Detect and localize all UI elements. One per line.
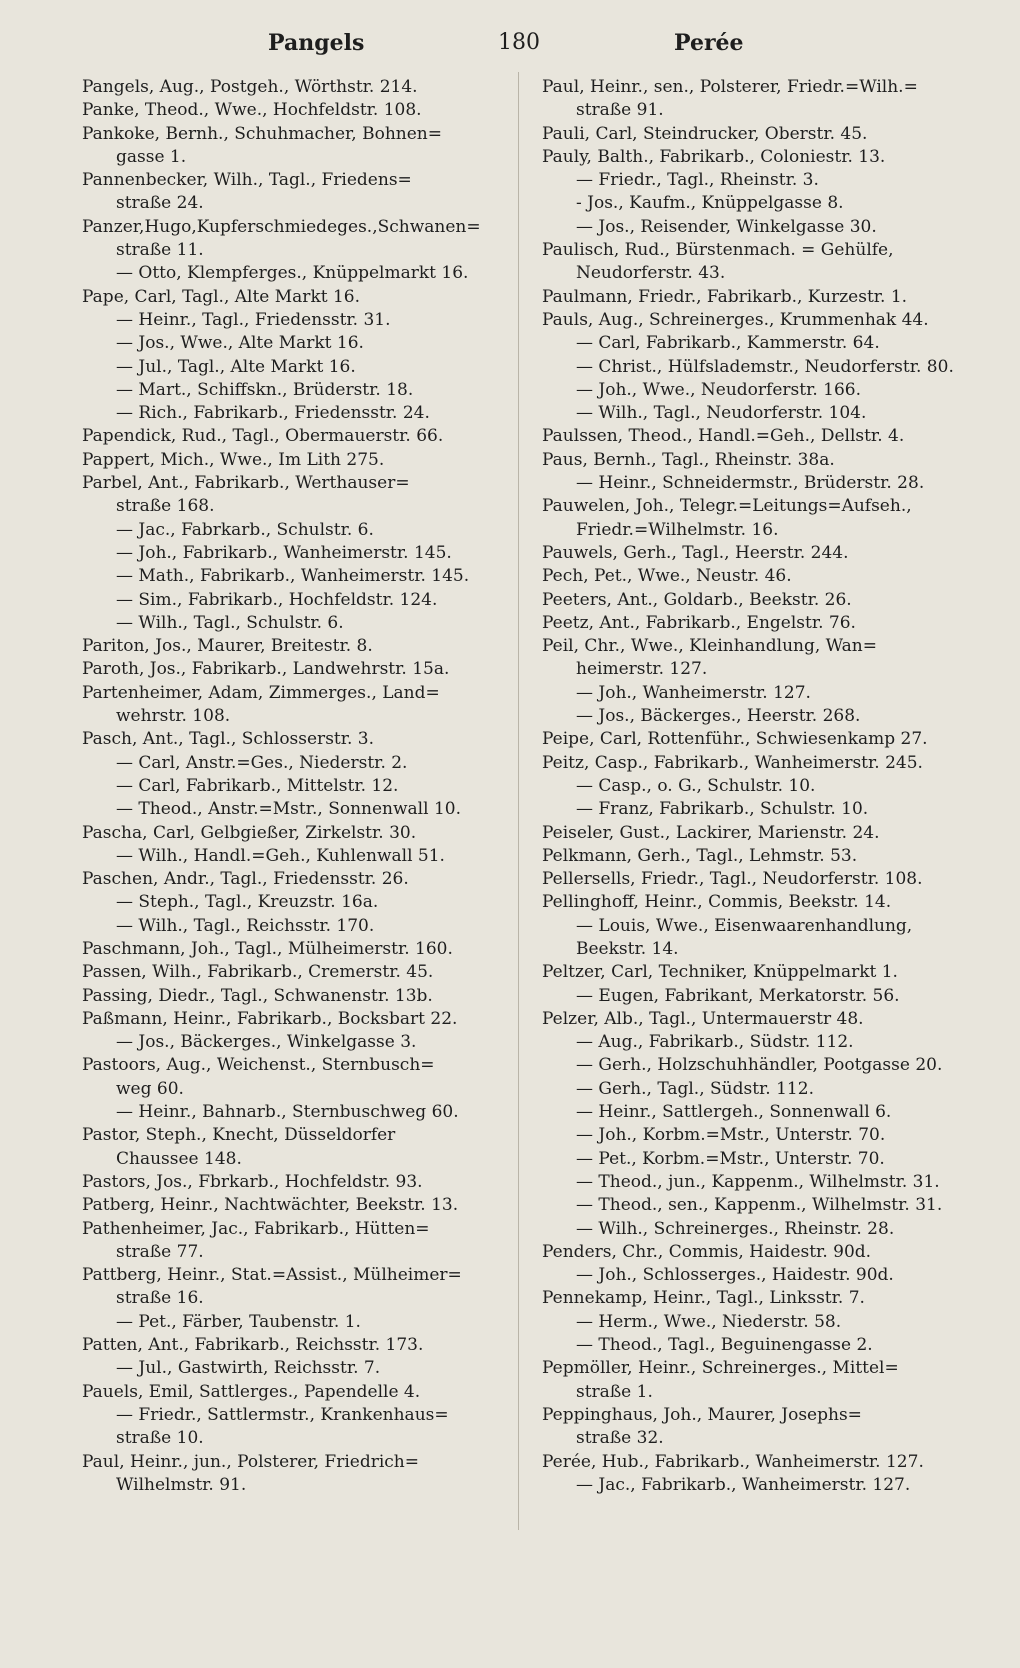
directory-entry-line: — Theod., sen., Kappenm., Wilhelmstr. 31. xyxy=(576,1195,943,1216)
directory-entry-line: Paschmann, Joh., Tagl., Mülheimerstr. 160. xyxy=(82,938,453,959)
directory-entry-line: Paßmann, Heinr., Fabrikarb., Bocksbart 22. xyxy=(82,1008,458,1029)
directory-entry-line: Partenheimer, Adam, Zimmerges., Land= xyxy=(82,682,440,703)
directory-entry-line: weg 60. xyxy=(116,1078,184,1099)
directory-entry-line: — Math., Fabrikarb., Wanheimerstr. 145. xyxy=(116,566,470,587)
left-column xyxy=(82,76,510,1497)
directory-entry-line: — Aug., Fabrikarb., Südstr. 112. xyxy=(576,1032,854,1053)
directory-entry-line: — Jos., Reisender, Winkelgasse 30. xyxy=(576,216,877,237)
directory-entry-line: Pellersells, Friedr., Tagl., Neudorferstr. 108. xyxy=(542,869,923,890)
page-header xyxy=(0,30,1020,64)
directory-entry-line: Pauwelen, Joh., Telegr.=Leitungs=Aufseh., xyxy=(542,496,912,517)
directory-entry-line: — Sim., Fabrikarb., Hochfeldstr. 124. xyxy=(116,589,438,610)
directory-entry-line: straße 11. xyxy=(116,240,204,261)
directory-entry-line: — Heinr., Schneidermstr., Brüderstr. 28. xyxy=(576,473,925,494)
directory-entry-line: — Franz, Fabrikarb., Schulstr. 10. xyxy=(576,799,869,820)
directory-entry-line: straße 10. xyxy=(116,1428,204,1449)
directory-entry-line: Friedr.=Wilhelmstr. 16. xyxy=(576,519,779,540)
directory-entry-line: — Carl, Fabrikarb., Kammerstr. 64. xyxy=(576,333,880,354)
directory-entry-line: Pellinghoff, Heinr., Commis, Beekstr. 14. xyxy=(542,892,892,913)
directory-entry-line: wehrstr. 108. xyxy=(116,706,231,727)
directory-entry-line: Pattberg, Heinr., Stat.=Assist., Mülheimer= xyxy=(82,1265,462,1286)
directory-entry-line: Peipe, Carl, Rottenführ., Schwiesenkamp 27. xyxy=(542,729,928,750)
directory-entry-line: Paus, Bernh., Tagl., Rheinstr. 38a. xyxy=(542,449,835,470)
directory-entry-line: — Jac., Fabrkarb., Schulstr. 6. xyxy=(116,519,374,540)
directory-entry-line: — Joh., Schlosserges., Haidestr. 90d. xyxy=(576,1265,894,1286)
directory-entry-line: Pelzer, Alb., Tagl., Untermauerstr 48. xyxy=(542,1008,864,1029)
header-right-keyword: Perée xyxy=(674,30,744,56)
column-divider xyxy=(518,72,519,1530)
directory-entry-line: Pauwels, Gerh., Tagl., Heerstr. 244. xyxy=(542,542,849,563)
directory-entry-line: Pastoors, Aug., Weichenst., Sternbusch= xyxy=(82,1055,435,1076)
directory-entry-line: Pepmöller, Heinr., Schreinerges., Mittel= xyxy=(542,1358,899,1379)
directory-entry-line: — Joh., Wwe., Neudorferstr. 166. xyxy=(576,379,861,400)
directory-entry-line: Paulisch, Rud., Bürstenmach. = Gehülfe, xyxy=(542,240,894,261)
directory-entry-line: — Herm., Wwe., Niederstr. 58. xyxy=(576,1311,842,1332)
directory-entry-line: Pauls, Aug., Schreinerges., Krummenhak 44. xyxy=(542,309,929,330)
directory-entry-line: Passing, Diedr., Tagl., Schwanenstr. 13b. xyxy=(82,985,433,1006)
directory-entry-line: Paul, Heinr., jun., Polsterer, Friedrich= xyxy=(82,1451,419,1472)
directory-entry-line: Chaussee 148. xyxy=(116,1148,242,1169)
directory-entry-line: Pangels, Aug., Postgeh., Wörthstr. 214. xyxy=(82,77,418,97)
directory-entry-line: straße 77. xyxy=(116,1241,204,1262)
directory-entry-line: Panzer,Hugo,Kupferschmiedeges.,Schwanen= xyxy=(82,216,481,237)
directory-entry-line: — Casp., o. G., Schulstr. 10. xyxy=(576,775,816,796)
directory-entry-line: Peitz, Casp., Fabrikarb., Wanheimerstr. 245. xyxy=(542,752,923,773)
right-column xyxy=(542,76,974,1497)
directory-entry-line: — Gerh., Tagl., Südstr. 112. xyxy=(576,1078,814,1099)
directory-entry-line: Peetz, Ant., Fabrikarb., Engelstr. 76. xyxy=(542,612,856,633)
directory-entry-line: Peiseler, Gust., Lackirer, Marienstr. 24. xyxy=(542,822,880,843)
directory-entry-line: — Eugen, Fabrikant, Merkatorstr. 56. xyxy=(576,985,900,1006)
directory-entry-line: — Rich., Fabrikarb., Friedensstr. 24. xyxy=(116,403,430,424)
directory-entry-line: — Theod., Tagl., Beguinengasse 2. xyxy=(576,1335,873,1356)
directory-entry-line: — Heinr., Sattlergeh., Sonnenwall 6. xyxy=(576,1102,892,1123)
directory-entry-line: — Heinr., Tagl., Friedensstr. 31. xyxy=(116,309,391,330)
directory-entry-line: Panke, Theod., Wwe., Hochfeldstr. 108. xyxy=(82,100,422,121)
directory-entry-line: — Joh., Wanheimerstr. 127. xyxy=(576,682,811,703)
directory-entry-line: straße 24. xyxy=(116,193,204,214)
directory-entry-line: Pape, Carl, Tagl., Alte Markt 16. xyxy=(82,286,361,307)
directory-entry-line: Patten, Ant., Fabrikarb., Reichsstr. 173. xyxy=(82,1335,424,1356)
directory-entry-line: Paulssen, Theod., Handl.=Geh., Dellstr. 4. xyxy=(542,426,905,447)
directory-entry-line: — Heinr., Bahnarb., Sternbuschweg 60. xyxy=(116,1102,459,1123)
directory-entry-line: Pariton, Jos., Maurer, Breitestr. 8. xyxy=(82,636,373,657)
directory-entry-line: — Wilh., Tagl., Schulstr. 6. xyxy=(116,612,344,633)
directory-entry-line: — Jul., Gastwirth, Reichsstr. 7. xyxy=(116,1358,381,1379)
directory-entry-line: Perée, Hub., Fabrikarb., Wanheimerstr. 127. xyxy=(542,1451,924,1472)
directory-entry-line: — Pet., Färber, Taubenstr. 1. xyxy=(116,1311,361,1332)
directory-entry-line: Pankoke, Bernh., Schuhmacher, Bohnen= xyxy=(82,123,442,144)
directory-entry-line: Penders, Chr., Commis, Haidestr. 90d. xyxy=(542,1241,872,1262)
directory-entry-line: straße 91. xyxy=(576,100,664,121)
directory-entry-line: — Wilh., Tagl., Neudorferstr. 104. xyxy=(576,403,867,424)
directory-entry-line: — Wilh., Schreinerges., Rheinstr. 28. xyxy=(576,1218,895,1239)
directory-entry-line: — Joh., Korbm.=Mstr., Unterstr. 70. xyxy=(576,1125,886,1146)
directory-entry-line: — Christ., Hülfslademstr., Neudorferstr. 80. xyxy=(576,356,954,377)
directory-entry-line: — Jos., Bäckerges., Heerstr. 268. xyxy=(576,706,861,727)
directory-entry-line: — Otto, Klempferges., Knüppelmarkt 16. xyxy=(116,263,469,284)
directory-entry-line: Paul, Heinr., sen., Polsterer, Friedr.=Wilh.= xyxy=(542,77,918,97)
directory-entry-line: — Theod., jun., Kappenm., Wilhelmstr. 31. xyxy=(576,1171,940,1192)
directory-entry-line: Pauels, Emil, Sattlerges., Papendelle 4. xyxy=(82,1381,421,1402)
directory-entry-line: — Mart., Schiffskn., Brüderstr. 18. xyxy=(116,379,414,400)
directory-entry-line: — Jul., Tagl., Alte Markt 16. xyxy=(116,356,356,377)
directory-entry-line: Pauli, Carl, Steindrucker, Oberstr. 45. xyxy=(542,123,868,144)
directory-entry-line: Parbel, Ant., Fabrikarb., Werthauser= xyxy=(82,473,410,494)
directory-entry-line: straße 168. xyxy=(116,496,215,517)
directory-entry-line: — Pet., Korbm.=Mstr., Unterstr. 70. xyxy=(576,1148,885,1169)
directory-entry-line: — Jos., Wwe., Alte Markt 16. xyxy=(116,333,364,354)
directory-entry-line: heimerstr. 127. xyxy=(576,659,708,680)
directory-entry-line: Pathenheimer, Jac., Fabrikarb., Hütten= xyxy=(82,1218,430,1239)
directory-entry-line: Beekstr. 14. xyxy=(576,938,679,959)
directory-entry-line: — Joh., Fabrikarb., Wanheimerstr. 145. xyxy=(116,542,452,563)
directory-entry-line: Paroth, Jos., Fabrikarb., Landwehrstr. 15a. xyxy=(82,659,450,680)
directory-entry-line: Peppinghaus, Joh., Maurer, Josephs= xyxy=(542,1404,862,1425)
directory-entry-line: — Friedr., Tagl., Rheinstr. 3. xyxy=(576,170,819,191)
directory-entry-line: — Jac., Fabrikarb., Wanheimerstr. 127. xyxy=(576,1474,911,1495)
directory-entry-line: Pascha, Carl, Gelbgießer, Zirkelstr. 30. xyxy=(82,822,417,843)
directory-entry-line: Pelkmann, Gerh., Tagl., Lehmstr. 53. xyxy=(542,845,858,866)
directory-entry-line: Paulmann, Friedr., Fabrikarb., Kurzestr. 1. xyxy=(542,286,908,307)
directory-entry-line: Pauly, Balth., Fabrikarb., Coloniestr. 13. xyxy=(542,146,886,167)
directory-entry-line: - Jos., Kaufm., Knüppelgasse 8. xyxy=(576,193,844,214)
directory-entry-line: Peltzer, Carl, Techniker, Knüppelmarkt 1. xyxy=(542,962,898,983)
directory-entry-line: straße 32. xyxy=(576,1428,664,1449)
directory-entry-line: Peil, Chr., Wwe., Kleinhandlung, Wan= xyxy=(542,636,877,657)
directory-entry-line: Pech, Pet., Wwe., Neustr. 46. xyxy=(542,566,792,587)
directory-entry-line: Pastor, Steph., Knecht, Düsseldorfer xyxy=(82,1125,396,1146)
directory-entry-line: Pannenbecker, Wilh., Tagl., Friedens= xyxy=(82,170,412,191)
page-number: 180 xyxy=(498,30,540,55)
directory-entry-line: Pastors, Jos., Fbrkarb., Hochfeldstr. 93. xyxy=(82,1171,423,1192)
directory-entry-line: — Wilh., Tagl., Reichsstr. 170. xyxy=(116,915,375,936)
directory-entry-line: Wilhelmstr. 91. xyxy=(116,1474,247,1495)
directory-entry-line: — Steph., Tagl., Kreuzstr. 16a. xyxy=(116,892,379,913)
directory-entry-line: Patberg, Heinr., Nachtwächter, Beekstr. 13. xyxy=(82,1195,459,1216)
directory-entry-line: Passen, Wilh., Fabrikarb., Cremerstr. 45. xyxy=(82,962,434,983)
directory-entry-line: — Jos., Bäckerges., Winkelgasse 3. xyxy=(116,1032,417,1053)
directory-entry-line: Pennekamp, Heinr., Tagl., Linksstr. 7. xyxy=(542,1288,865,1309)
directory-entry-line: — Carl, Anstr.=Ges., Niederstr. 2. xyxy=(116,752,408,773)
directory-entry-line: Papendick, Rud., Tagl., Obermauerstr. 66. xyxy=(82,426,444,447)
directory-entry-line: — Theod., Anstr.=Mstr., Sonnenwall 10. xyxy=(116,799,461,820)
directory-entry-line: — Louis, Wwe., Eisenwaarenhandlung, xyxy=(576,915,913,936)
directory-entry-line: — Wilh., Handl.=Geh., Kuhlenwall 51. xyxy=(116,845,445,866)
directory-entry-line: straße 1. xyxy=(576,1381,653,1402)
directory-entry-line: — Gerh., Holzschuhhändler, Pootgasse 20. xyxy=(576,1055,943,1076)
directory-entry-line: straße 16. xyxy=(116,1288,204,1309)
directory-entry-line: Peeters, Ant., Goldarb., Beekstr. 26. xyxy=(542,589,852,610)
directory-entry-line: Pasch, Ant., Tagl., Schlosserstr. 3. xyxy=(82,729,375,750)
directory-entry-line: — Friedr., Sattlermstr., Krankenhaus= xyxy=(116,1404,449,1425)
directory-entry-line: Paschen, Andr., Tagl., Friedensstr. 26. xyxy=(82,869,409,890)
directory-entry-line: Pappert, Mich., Wwe., Im Lith 275. xyxy=(82,449,385,470)
directory-entry-line: — Carl, Fabrikarb., Mittelstr. 12. xyxy=(116,775,399,796)
directory-entry-line: gasse 1. xyxy=(116,146,187,167)
header-left-keyword: Pangels xyxy=(268,30,365,56)
directory-entry-line: Neudorferstr. 43. xyxy=(576,263,726,284)
